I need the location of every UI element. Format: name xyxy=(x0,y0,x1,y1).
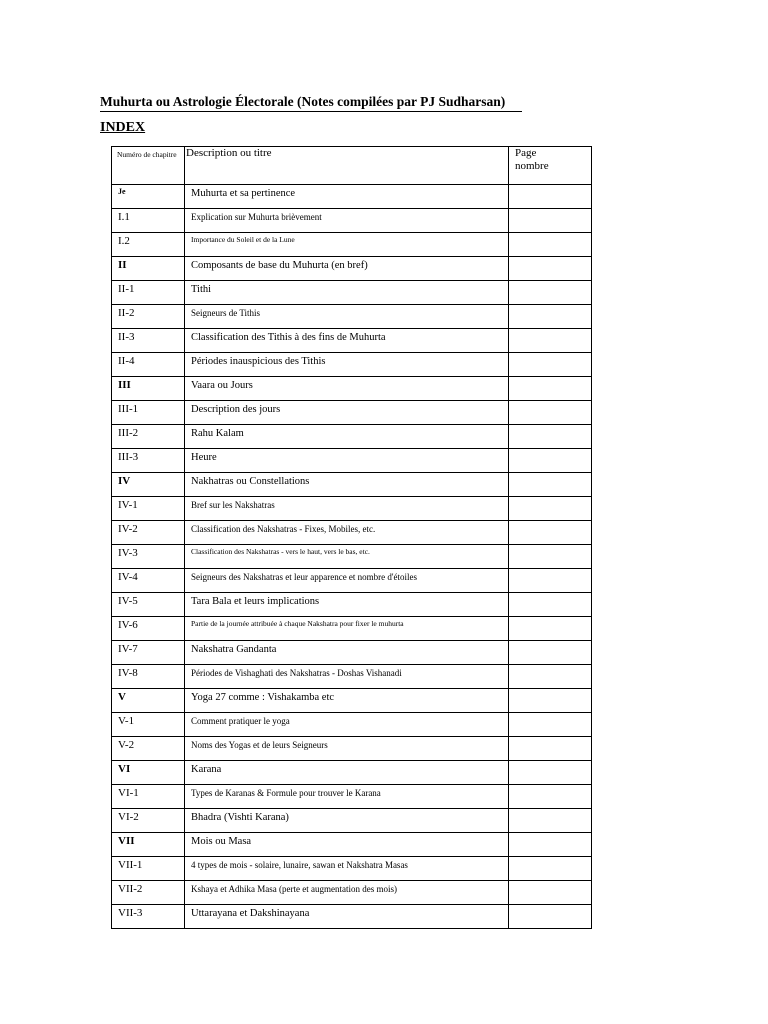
table-row xyxy=(112,305,592,329)
chapter-description: Partie de la journée attribuée à chaque Nakshatra pour fixer le muhurta xyxy=(191,619,404,628)
description-cell xyxy=(185,233,509,257)
chapter-description: 4 types de mois - solaire, lunaire, sawan et Nakshatra Masas xyxy=(191,860,408,870)
page-number xyxy=(509,281,591,283)
chapter-number-cell xyxy=(112,257,185,281)
description-cell xyxy=(185,713,509,737)
chapter-number-cell xyxy=(112,545,185,569)
document-title: Muhurta ou Astrologie Électorale (Notes compilées par PJ Sudharsan) xyxy=(100,94,522,112)
chapter-description: Classification des Nakshatras - Fixes, Mobiles, etc. xyxy=(191,524,376,534)
page-number xyxy=(509,737,591,739)
chapter-number-cell xyxy=(112,857,185,881)
chapter-number: III xyxy=(118,379,131,391)
table-row xyxy=(112,761,592,785)
page-cell xyxy=(509,281,592,305)
chapter-number: V-1 xyxy=(118,715,135,727)
chapter-number: I.1 xyxy=(118,211,130,223)
description-cell xyxy=(185,209,509,233)
page-number xyxy=(509,233,591,235)
chapter-number-cell xyxy=(112,641,185,665)
description-cell xyxy=(185,809,509,833)
description-cell xyxy=(185,617,509,641)
chapter-number-cell xyxy=(112,473,185,497)
chapter-number-cell xyxy=(112,785,185,809)
chapter-description: Bref sur les Nakshatras xyxy=(191,500,275,510)
table-row xyxy=(112,329,592,353)
chapter-description: Composants de base du Muhurta (en bref) xyxy=(191,260,368,271)
description-cell xyxy=(185,737,509,761)
chapter-number: III-1 xyxy=(118,403,139,415)
chapter-description: Heure xyxy=(191,452,217,463)
chapter-number: VII xyxy=(118,835,135,847)
table-row xyxy=(112,593,592,617)
chapter-number: III-3 xyxy=(118,451,139,463)
table-row xyxy=(112,545,592,569)
chapter-number: IV-5 xyxy=(118,595,138,607)
page-cell xyxy=(509,905,592,929)
chapter-number-cell xyxy=(112,401,185,425)
chapter-description: Importance du Soleil et de la Lune xyxy=(191,235,295,244)
description-cell xyxy=(185,257,509,281)
table-row xyxy=(112,569,592,593)
page-number xyxy=(509,665,591,667)
page-cell xyxy=(509,809,592,833)
chapter-description: Karana xyxy=(191,764,222,775)
page-number xyxy=(509,425,591,427)
table-row xyxy=(112,257,592,281)
chapter-number-cell xyxy=(112,761,185,785)
chapter-description: Mois ou Masa xyxy=(191,836,252,847)
chapter-number: IV-2 xyxy=(118,523,138,535)
chapter-description: Périodes inauspicious des Tithis xyxy=(191,356,326,367)
chapter-description: Kshaya et Adhika Masa (perte et augmentation des mois) xyxy=(191,884,397,894)
chapter-number: I.2 xyxy=(118,235,130,247)
page-cell xyxy=(509,737,592,761)
table-row xyxy=(112,425,592,449)
chapter-number-cell xyxy=(112,497,185,521)
chapter-number-cell xyxy=(112,689,185,713)
page-cell xyxy=(509,881,592,905)
chapter-description: Vaara ou Jours xyxy=(191,380,253,391)
page-number xyxy=(509,593,591,595)
chapter-number: VII-1 xyxy=(118,859,143,871)
description-cell xyxy=(185,473,509,497)
page-number xyxy=(509,617,591,619)
chapter-number: IV-6 xyxy=(118,619,138,631)
chapter-number-cell xyxy=(112,569,185,593)
table-row xyxy=(112,401,592,425)
page-cell xyxy=(509,209,592,233)
page-cell xyxy=(509,593,592,617)
chapter-number-cell xyxy=(112,305,185,329)
page-number xyxy=(509,449,591,451)
page-number xyxy=(509,857,591,859)
page-number xyxy=(509,401,591,403)
chapter-number: VI-1 xyxy=(118,787,139,799)
chapter-number: II-4 xyxy=(118,355,135,367)
header-number-label: Numéro de chapitre xyxy=(117,150,177,159)
page-cell xyxy=(509,257,592,281)
table-row xyxy=(112,857,592,881)
chapter-number-cell xyxy=(112,377,185,401)
chapter-number-cell xyxy=(112,185,185,209)
page-number xyxy=(509,497,591,499)
page-number xyxy=(509,545,591,547)
chapter-description: Muhurta et sa pertinence xyxy=(191,188,296,199)
chapter-number-cell xyxy=(112,905,185,929)
chapter-number-cell xyxy=(112,593,185,617)
chapter-description: Seigneurs des Nakshatras et leur apparence et nombre d'étoiles xyxy=(191,572,418,582)
chapter-description: Uttarayana et Dakshinayana xyxy=(191,908,310,919)
table-row xyxy=(112,665,592,689)
page-number xyxy=(509,689,591,691)
chapter-description: Bhadra (Vishti Karana) xyxy=(191,812,289,823)
chapter-description: Nakhatras ou Constellations xyxy=(191,476,310,487)
description-cell xyxy=(185,185,509,209)
page-number xyxy=(509,569,591,571)
description-cell xyxy=(185,833,509,857)
description-cell xyxy=(185,353,509,377)
page-number xyxy=(509,713,591,715)
page-number xyxy=(509,641,591,643)
table-row xyxy=(112,521,592,545)
page-cell xyxy=(509,305,592,329)
table-row xyxy=(112,617,592,641)
page-cell xyxy=(509,641,592,665)
description-cell xyxy=(185,497,509,521)
description-cell xyxy=(185,449,509,473)
description-cell xyxy=(185,377,509,401)
page-cell xyxy=(509,233,592,257)
chapter-number-cell xyxy=(112,281,185,305)
table-row xyxy=(112,881,592,905)
chapter-number: VI xyxy=(118,763,131,775)
table-row xyxy=(112,905,592,929)
page-cell xyxy=(509,521,592,545)
chapter-number-cell xyxy=(112,353,185,377)
page-number xyxy=(509,521,591,523)
chapter-number: IV-4 xyxy=(118,571,138,583)
page-cell xyxy=(509,425,592,449)
table-row xyxy=(112,377,592,401)
chapter-description: Yoga 27 comme : Vishakamba etc xyxy=(191,692,335,703)
page-cell xyxy=(509,401,592,425)
chapter-number: IV xyxy=(118,475,131,487)
page-cell xyxy=(509,713,592,737)
chapter-number-cell xyxy=(112,617,185,641)
chapter-description: Types de Karanas & Formule pour trouver le Karana xyxy=(191,788,381,798)
table-row xyxy=(112,641,592,665)
page-cell xyxy=(509,449,592,473)
description-cell xyxy=(185,641,509,665)
table-row xyxy=(112,449,592,473)
chapter-number: IV-1 xyxy=(118,499,138,511)
chapter-number: II-3 xyxy=(118,331,135,343)
page-cell xyxy=(509,785,592,809)
table-row xyxy=(112,185,592,209)
chapter-description: Tara Bala et leurs implications xyxy=(191,596,320,607)
description-cell xyxy=(185,905,509,929)
chapter-number-cell xyxy=(112,809,185,833)
header-page-label: Page nombre xyxy=(515,147,549,172)
chapter-number: VII-2 xyxy=(118,883,143,895)
chapter-number: VII-3 xyxy=(118,907,143,919)
table-row xyxy=(112,473,592,497)
description-cell xyxy=(185,857,509,881)
description-cell xyxy=(185,665,509,689)
chapter-number-cell xyxy=(112,233,185,257)
description-cell xyxy=(185,329,509,353)
table-row xyxy=(112,497,592,521)
chapter-description: Tithi xyxy=(191,284,212,295)
chapter-description: Seigneurs de Tithis xyxy=(191,308,261,318)
chapter-number-cell xyxy=(112,329,185,353)
table-row xyxy=(112,785,592,809)
page-cell xyxy=(509,185,592,209)
index-table xyxy=(111,146,592,929)
page-cell xyxy=(509,473,592,497)
header-cell-page xyxy=(509,147,592,185)
page-cell xyxy=(509,761,592,785)
page-cell xyxy=(509,545,592,569)
description-cell xyxy=(185,569,509,593)
description-cell xyxy=(185,593,509,617)
table-row xyxy=(112,353,592,377)
chapter-number-cell xyxy=(112,737,185,761)
page-cell xyxy=(509,569,592,593)
page-number xyxy=(509,881,591,883)
table-row xyxy=(112,233,592,257)
page-number xyxy=(509,761,591,763)
index-heading: INDEX xyxy=(100,120,146,135)
page-cell xyxy=(509,833,592,857)
page-number xyxy=(509,377,591,379)
chapter-number-cell xyxy=(112,521,185,545)
page-cell xyxy=(509,377,592,401)
header-cell-description xyxy=(185,147,509,185)
page-cell xyxy=(509,665,592,689)
chapter-number: IV-8 xyxy=(118,667,138,679)
chapter-number: VI-2 xyxy=(118,811,139,823)
chapter-number-cell xyxy=(112,425,185,449)
page-number xyxy=(509,905,591,907)
page-cell xyxy=(509,689,592,713)
chapter-description: Classification des Tithis à des fins de Muhurta xyxy=(191,332,386,343)
chapter-description: Description des jours xyxy=(191,404,281,415)
description-cell xyxy=(185,425,509,449)
page-number xyxy=(509,305,591,307)
chapter-number: II-2 xyxy=(118,307,135,319)
chapter-number: Je xyxy=(118,187,126,196)
table-row xyxy=(112,209,592,233)
description-cell xyxy=(185,545,509,569)
description-cell xyxy=(185,881,509,905)
chapter-number: II xyxy=(118,259,127,271)
description-cell xyxy=(185,689,509,713)
page-number xyxy=(509,473,591,475)
chapter-number: IV-3 xyxy=(118,547,138,559)
chapter-description: Nakshatra Gandanta xyxy=(191,644,277,655)
chapter-number: III-2 xyxy=(118,427,139,439)
page-number xyxy=(509,785,591,787)
chapter-description: Comment pratiquer le yoga xyxy=(191,716,290,726)
table-row xyxy=(112,689,592,713)
table-row xyxy=(112,833,592,857)
table-row xyxy=(112,809,592,833)
chapter-number-cell xyxy=(112,209,185,233)
chapter-number: V xyxy=(118,691,126,703)
table-row xyxy=(112,713,592,737)
chapter-description: Noms des Yogas et de leurs Seigneurs xyxy=(191,740,328,750)
page-number xyxy=(509,353,591,355)
page-number xyxy=(509,833,591,835)
chapter-description: Classification des Nakshatras - vers le haut, vers le bas, etc. xyxy=(191,547,370,556)
table-row xyxy=(112,281,592,305)
page-number xyxy=(509,209,591,211)
page-number xyxy=(509,809,591,811)
description-cell xyxy=(185,521,509,545)
description-cell xyxy=(185,401,509,425)
table-row xyxy=(112,737,592,761)
chapter-number: V-2 xyxy=(118,739,135,751)
chapter-number-cell xyxy=(112,449,185,473)
description-cell xyxy=(185,785,509,809)
chapter-number-cell xyxy=(112,833,185,857)
description-cell xyxy=(185,281,509,305)
description-cell xyxy=(185,305,509,329)
page-cell xyxy=(509,353,592,377)
page-cell xyxy=(509,857,592,881)
page-cell xyxy=(509,617,592,641)
page-number xyxy=(509,185,591,187)
header-description-label: Description ou titre xyxy=(186,147,272,159)
chapter-number-cell xyxy=(112,713,185,737)
page-cell xyxy=(509,497,592,521)
chapter-number: IV-7 xyxy=(118,643,138,655)
chapter-number-cell xyxy=(112,665,185,689)
chapter-description: Explication sur Muhurta brièvement xyxy=(191,212,322,222)
table-header-row xyxy=(112,147,592,185)
page-cell xyxy=(509,329,592,353)
page-number xyxy=(509,329,591,331)
chapter-description: Rahu Kalam xyxy=(191,428,244,439)
description-cell xyxy=(185,761,509,785)
header-cell-number xyxy=(112,147,185,185)
chapter-number-cell xyxy=(112,881,185,905)
chapter-description: Périodes de Vishaghati des Nakshatras - Doshas Vishanadi xyxy=(191,668,402,678)
page-number xyxy=(509,257,591,259)
chapter-number: II-1 xyxy=(118,283,135,295)
